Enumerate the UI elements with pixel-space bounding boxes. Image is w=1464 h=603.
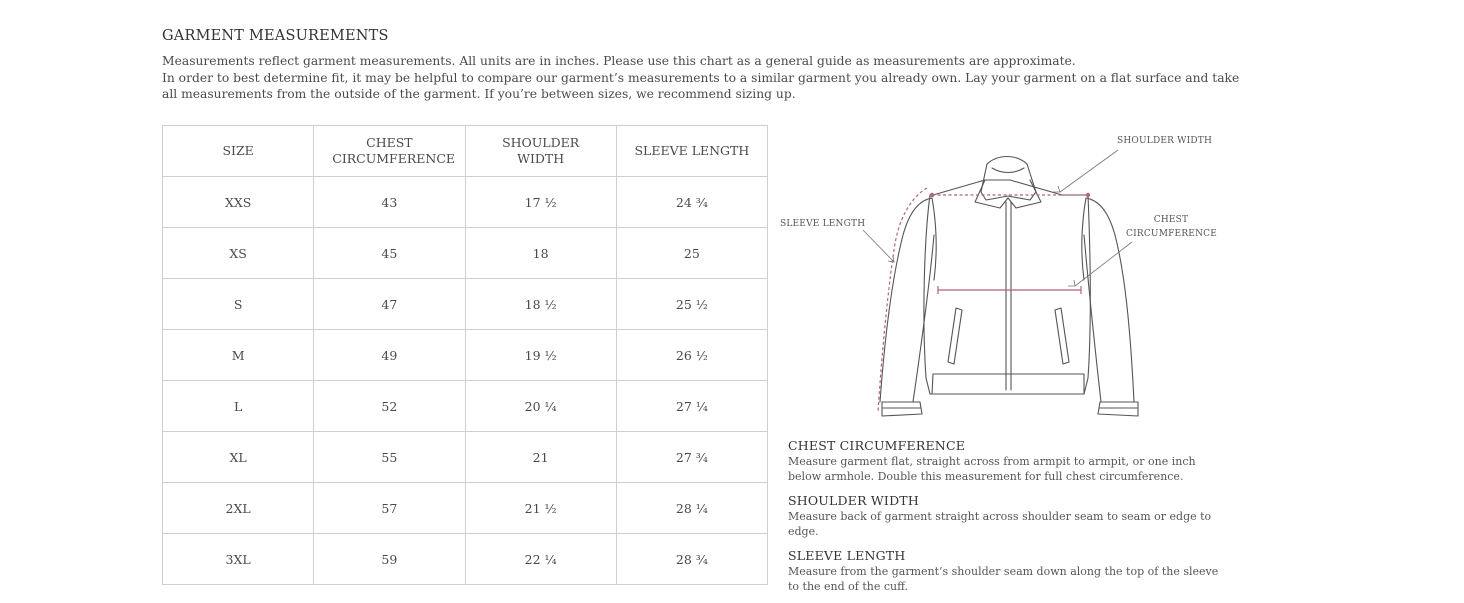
cell-shoulder: 17 ½: [465, 177, 616, 228]
header-sleeve: SLEEVE LENGTH: [616, 126, 767, 177]
cell-shoulder: 18: [465, 228, 616, 279]
cell-chest: 45: [314, 228, 465, 279]
intro-line-2: In order to best determine fit, it may be helpful to compare our garment’s measurements to a similar garment you already own. Lay your garment on a flat surface and take all measurements from the outside of the garment. If you’re between sizes, we recommend sizing up.: [162, 70, 1240, 101]
cell-shoulder: 20 ¼: [465, 381, 616, 432]
intro-text: [162, 53, 1242, 103]
cell-shoulder: 18 ½: [465, 279, 616, 330]
cell-size: XXS: [163, 177, 314, 228]
cell-chest: 55: [314, 432, 465, 483]
definition-text: Measure garment flat, straight across from armpit to armpit, or one inch below armhole. Double this measurement for full chest circumference.: [788, 455, 1196, 483]
cell-size: XL: [163, 432, 314, 483]
header-size: SIZE: [163, 126, 314, 177]
table-row: [163, 177, 768, 228]
cell-size: XS: [163, 228, 314, 279]
cell-chest: 59: [314, 534, 465, 585]
header-chest: CHEST CIRCUMFERENCE: [314, 126, 465, 177]
cell-sleeve: 25: [616, 228, 767, 279]
cell-size: M: [163, 330, 314, 381]
sleeve-length-label: SLEEVE LENGTH: [780, 219, 866, 229]
table-row: [163, 534, 768, 585]
definition-sleeve: [788, 548, 1228, 594]
definition-title: SHOULDER WIDTH: [788, 493, 919, 508]
table-row: [163, 228, 768, 279]
cell-chest: 52: [314, 381, 465, 432]
jacket-measurement-diagram: [770, 120, 1230, 430]
cell-size: 3XL: [163, 534, 314, 585]
shoulder-width-label: SHOULDER WIDTH: [1117, 136, 1213, 146]
cell-sleeve: 28 ¾: [616, 534, 767, 585]
cell-sleeve: 28 ¼: [616, 483, 767, 534]
header-shoulder: SHOULDER WIDTH: [465, 126, 616, 177]
table-header-row: [163, 126, 768, 177]
cell-chest: 57: [314, 483, 465, 534]
cell-sleeve: 24 ¾: [616, 177, 767, 228]
table-row: [163, 483, 768, 534]
cell-shoulder: 21 ½: [465, 483, 616, 534]
chest-circumference-label: [1126, 213, 1216, 241]
cell-shoulder: 19 ½: [465, 330, 616, 381]
cell-size: 2XL: [163, 483, 314, 534]
definition-text: Measure from the garment’s shoulder seam down along the top of the sleeve to the end of the cuff.: [788, 565, 1219, 593]
cell-chest: 43: [314, 177, 465, 228]
definition-text: Measure back of garment straight across shoulder seam to seam or edge to edge.: [788, 510, 1212, 538]
definition-chest: [788, 438, 1228, 484]
cell-size: L: [163, 381, 314, 432]
cell-chest: 47: [314, 279, 465, 330]
cell-sleeve: 27 ¼: [616, 381, 767, 432]
table-row: [163, 330, 768, 381]
cell-shoulder: 22 ¼: [465, 534, 616, 585]
cell-chest: 49: [314, 330, 465, 381]
measurement-definitions: [788, 438, 1228, 603]
table-row: [163, 381, 768, 432]
cell-sleeve: 27 ¾: [616, 432, 767, 483]
chest-label-line-2: CIRCUMFERENCE: [1126, 229, 1217, 239]
definition-shoulder: [788, 493, 1228, 539]
definition-title: CHEST CIRCUMFERENCE: [788, 438, 966, 453]
cell-shoulder: 21: [465, 432, 616, 483]
cell-size: S: [163, 279, 314, 330]
table-row: [163, 432, 768, 483]
intro-line-1: Measurements reflect garment measurements. All units are in inches. Please use this chart as a general guide as measurements are approximate.: [162, 54, 1076, 68]
chest-label-line-1: CHEST: [1153, 215, 1189, 225]
page-title: GARMENT MEASUREMENTS: [162, 28, 389, 44]
jacket-illustration: [770, 120, 1230, 430]
table-row: [163, 279, 768, 330]
cell-sleeve: 25 ½: [616, 279, 767, 330]
cell-sleeve: 26 ½: [616, 330, 767, 381]
definition-title: SLEEVE LENGTH: [788, 548, 906, 563]
size-chart-table: [162, 125, 768, 585]
